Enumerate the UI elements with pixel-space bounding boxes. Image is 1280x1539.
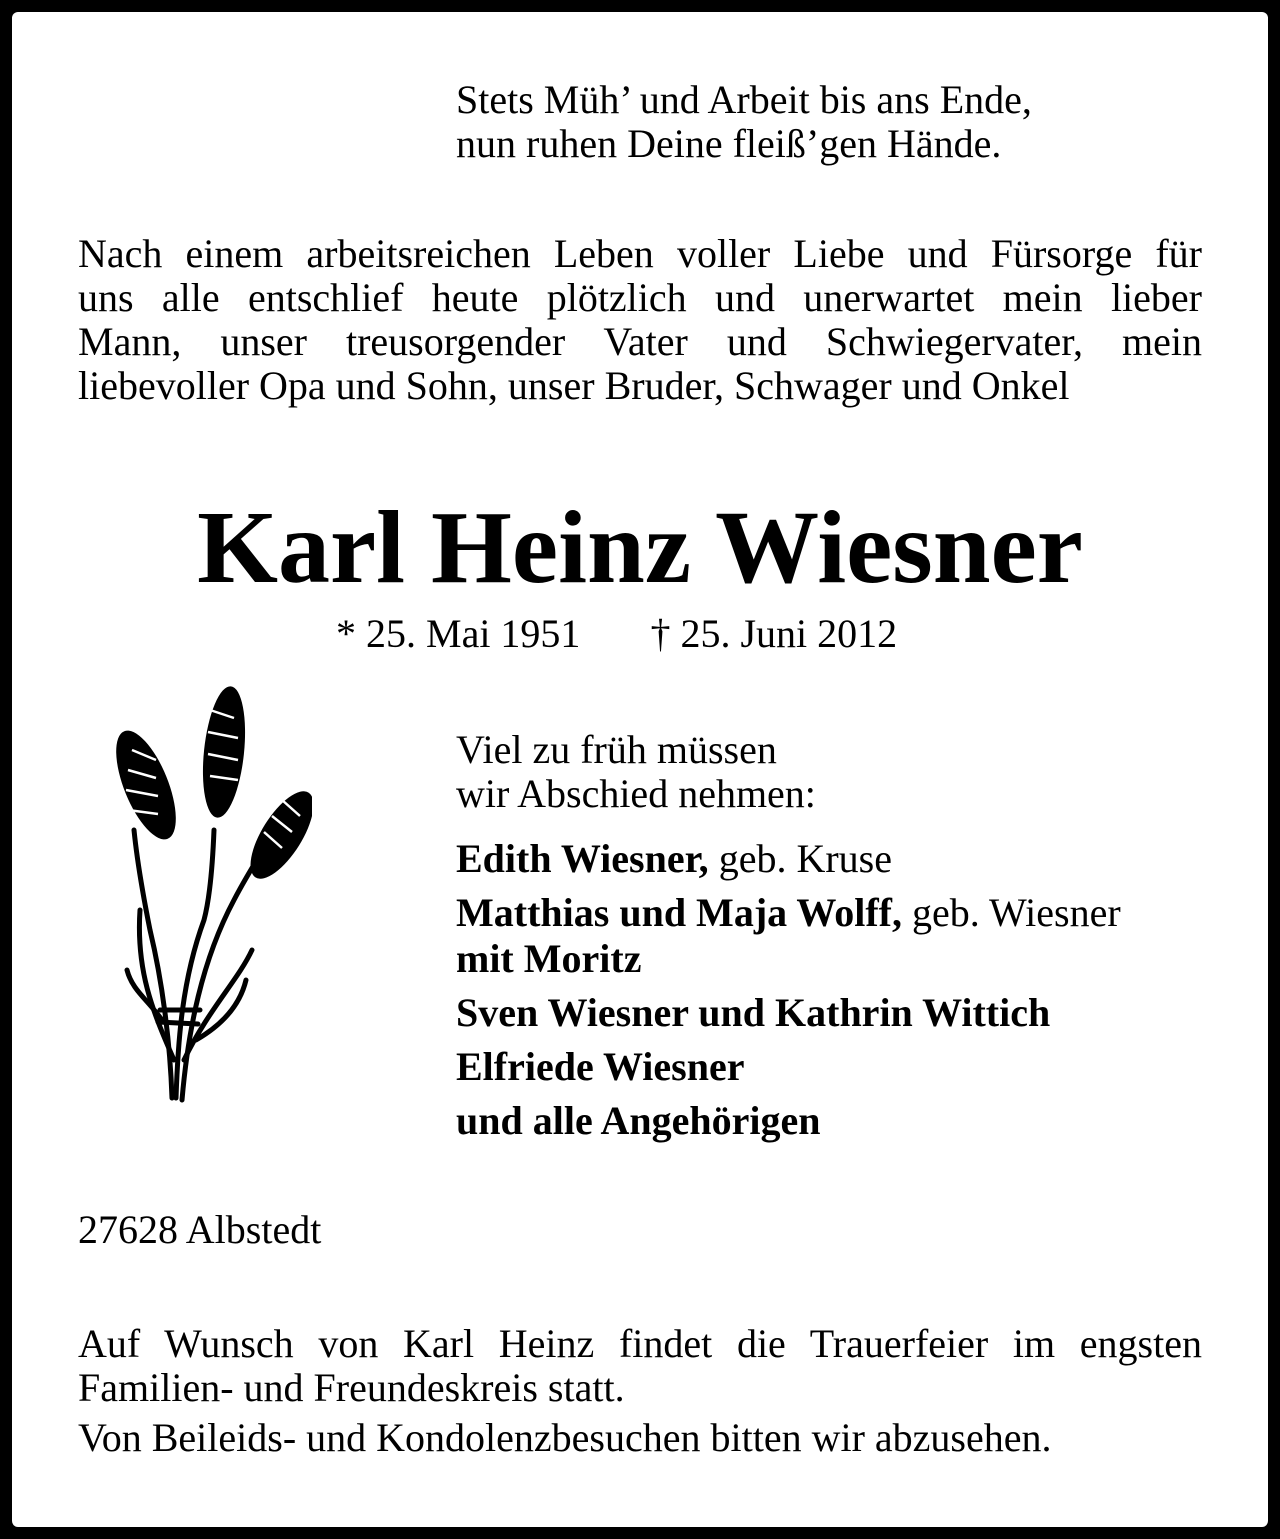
motto-line: Stets Müh’ und Arbeit bis ans Ende, [456, 77, 1032, 122]
death-date: † 25. Juni 2012 [650, 611, 898, 656]
notice-text [78, 1322, 1202, 1460]
intro-paragraph [78, 232, 1202, 408]
mourner-name: Elfriede Wiesner [456, 1044, 745, 1089]
mourner-entry [456, 1098, 1121, 1144]
intro-line: liebevoller Opa und Sohn, unser Bruder, Schwager und Onkel [78, 363, 1070, 408]
mourner-entry [456, 890, 1121, 982]
mourners-list [456, 836, 1121, 1152]
intro-line: uns alle entschlief heute plötzlich und unerwartet mein lieber [78, 275, 1202, 320]
mourner-entry [456, 1044, 1121, 1090]
farewell-text [456, 728, 816, 816]
mourner-name: Sven Wiesner und Kathrin Wittich [456, 990, 1051, 1035]
notice-line: Von Beileids- und Kondolenzbesuchen bitten wir abzusehen. [78, 1415, 1052, 1460]
notice-line: Familien- und Freundeskreis statt. [78, 1365, 625, 1410]
mourner-entry [456, 836, 1121, 882]
mourner-name: Matthias und Maja Wolff, [456, 890, 902, 935]
mourner-note: geb. Wiesner [901, 890, 1121, 935]
intro-line: Nach einem arbeitsreichen Leben voller Liebe und Fürsorge für [78, 231, 1202, 276]
mourner-note: geb. Kruse [708, 836, 892, 881]
deceased-name: Karl Heinz Wiesner [197, 490, 1083, 605]
mourner-entry [456, 990, 1121, 1036]
motto-verse [456, 78, 1032, 166]
motto-line: nun ruhen Deine fleiß’gen Hände. [456, 121, 1002, 166]
farewell-line: Viel zu früh müssen [456, 727, 777, 772]
wheat-ears-icon [112, 680, 312, 1110]
mourner-name: und alle Angehörigen [456, 1098, 821, 1143]
mourner-name: Edith Wiesner, [456, 836, 709, 881]
notice-line: Auf Wunsch von Karl Heinz findet die Trauerfeier im engsten [78, 1321, 1202, 1366]
life-dates [336, 612, 897, 656]
mourner-sub: mit Moritz [456, 936, 642, 981]
place: 27628 Albstedt [78, 1207, 322, 1252]
farewell-line: wir Abschied nehmen: [456, 771, 816, 816]
intro-line: Mann, unser treusorgender Vater und Schwiegervater, mein [78, 319, 1202, 364]
birth-date: * 25. Mai 1951 [336, 611, 581, 656]
